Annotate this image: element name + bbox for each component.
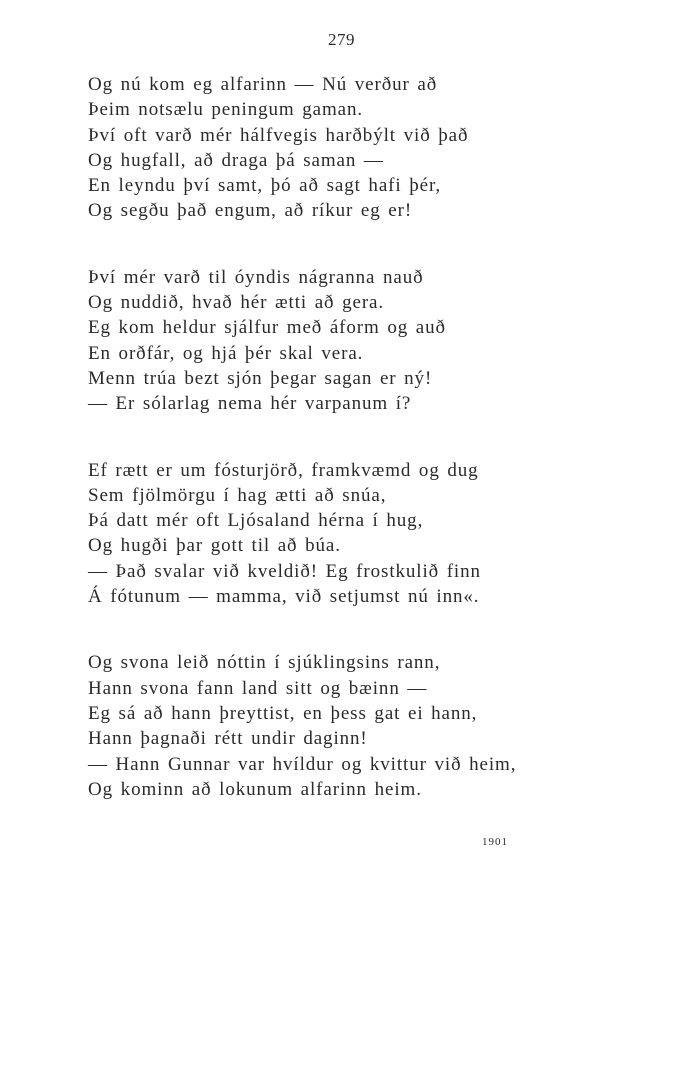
poem-line: Hann svona fann land sitt og bæinn — [88, 677, 428, 699]
stanza-4 [88, 650, 648, 802]
stanza-1 [88, 72, 648, 224]
poem-line: En orðfár, og hjá þér skal vera. [88, 342, 364, 364]
poem-line: Eg sá að hann þreyttist, en þess gat ei hann, [88, 702, 478, 724]
poem-line: Og hugði þar gott til að búa. [88, 535, 341, 557]
poem-line: Því oft varð mér hálfvegis harðbýlt við það [88, 124, 469, 146]
poem-line: Og segðu það engum, að ríkur eg er! [88, 200, 413, 222]
poem-line: Og svona leið nóttin í sjúklingsins rann, [88, 652, 441, 674]
poem-line: Og kominn að lokunum alfarinn heim. [88, 778, 422, 800]
poem-line: Á fótunum — mamma, við setjumst nú inn«. [88, 586, 480, 608]
poem-line: Sem fjölmörgu í hag ætti að snúa, [88, 484, 387, 506]
poem [88, 72, 648, 802]
poem-line: — Er sólarlag nema hér varpanum í? [88, 393, 412, 415]
poem-line: Og nuddið, hvað hér ætti að gera. [88, 292, 385, 314]
stanza-2 [88, 265, 648, 417]
poem-line: Og nú kom eg alfarinn — Nú verður að [88, 74, 438, 95]
poem-line: — Það svalar við kveldið! Eg frostkulið finn [88, 560, 481, 582]
poem-line: Menn trúa bezt sjón þegar sagan er ný! [88, 367, 433, 389]
poem-line: Ef rætt er um fósturjörð, framkvæmd og dug [88, 459, 479, 481]
poem-line: Þá datt mér oft Ljósaland hérna í hug, [88, 510, 424, 532]
footer-year: 1901 [482, 836, 508, 848]
poem-line: Því mér varð til óyndis nágranna nauð [88, 266, 424, 288]
poem-line: Hann þagnaði rétt undir daginn! [88, 728, 368, 750]
poem-line: — Hann Gunnar var hvíldur og kvittur við heim, [88, 753, 517, 775]
stanza-3 [88, 458, 648, 610]
poem-line: Þeim notsælu peningum gaman. [88, 99, 364, 121]
page-number: 279 [328, 30, 355, 49]
poem-line: En leyndu því samt, þó að sagt hafi þér, [88, 175, 442, 197]
poem-line: Eg kom heldur sjálfur með áform og auð [88, 317, 446, 339]
poem-line: Og hugfall, að draga þá saman — [88, 149, 384, 171]
